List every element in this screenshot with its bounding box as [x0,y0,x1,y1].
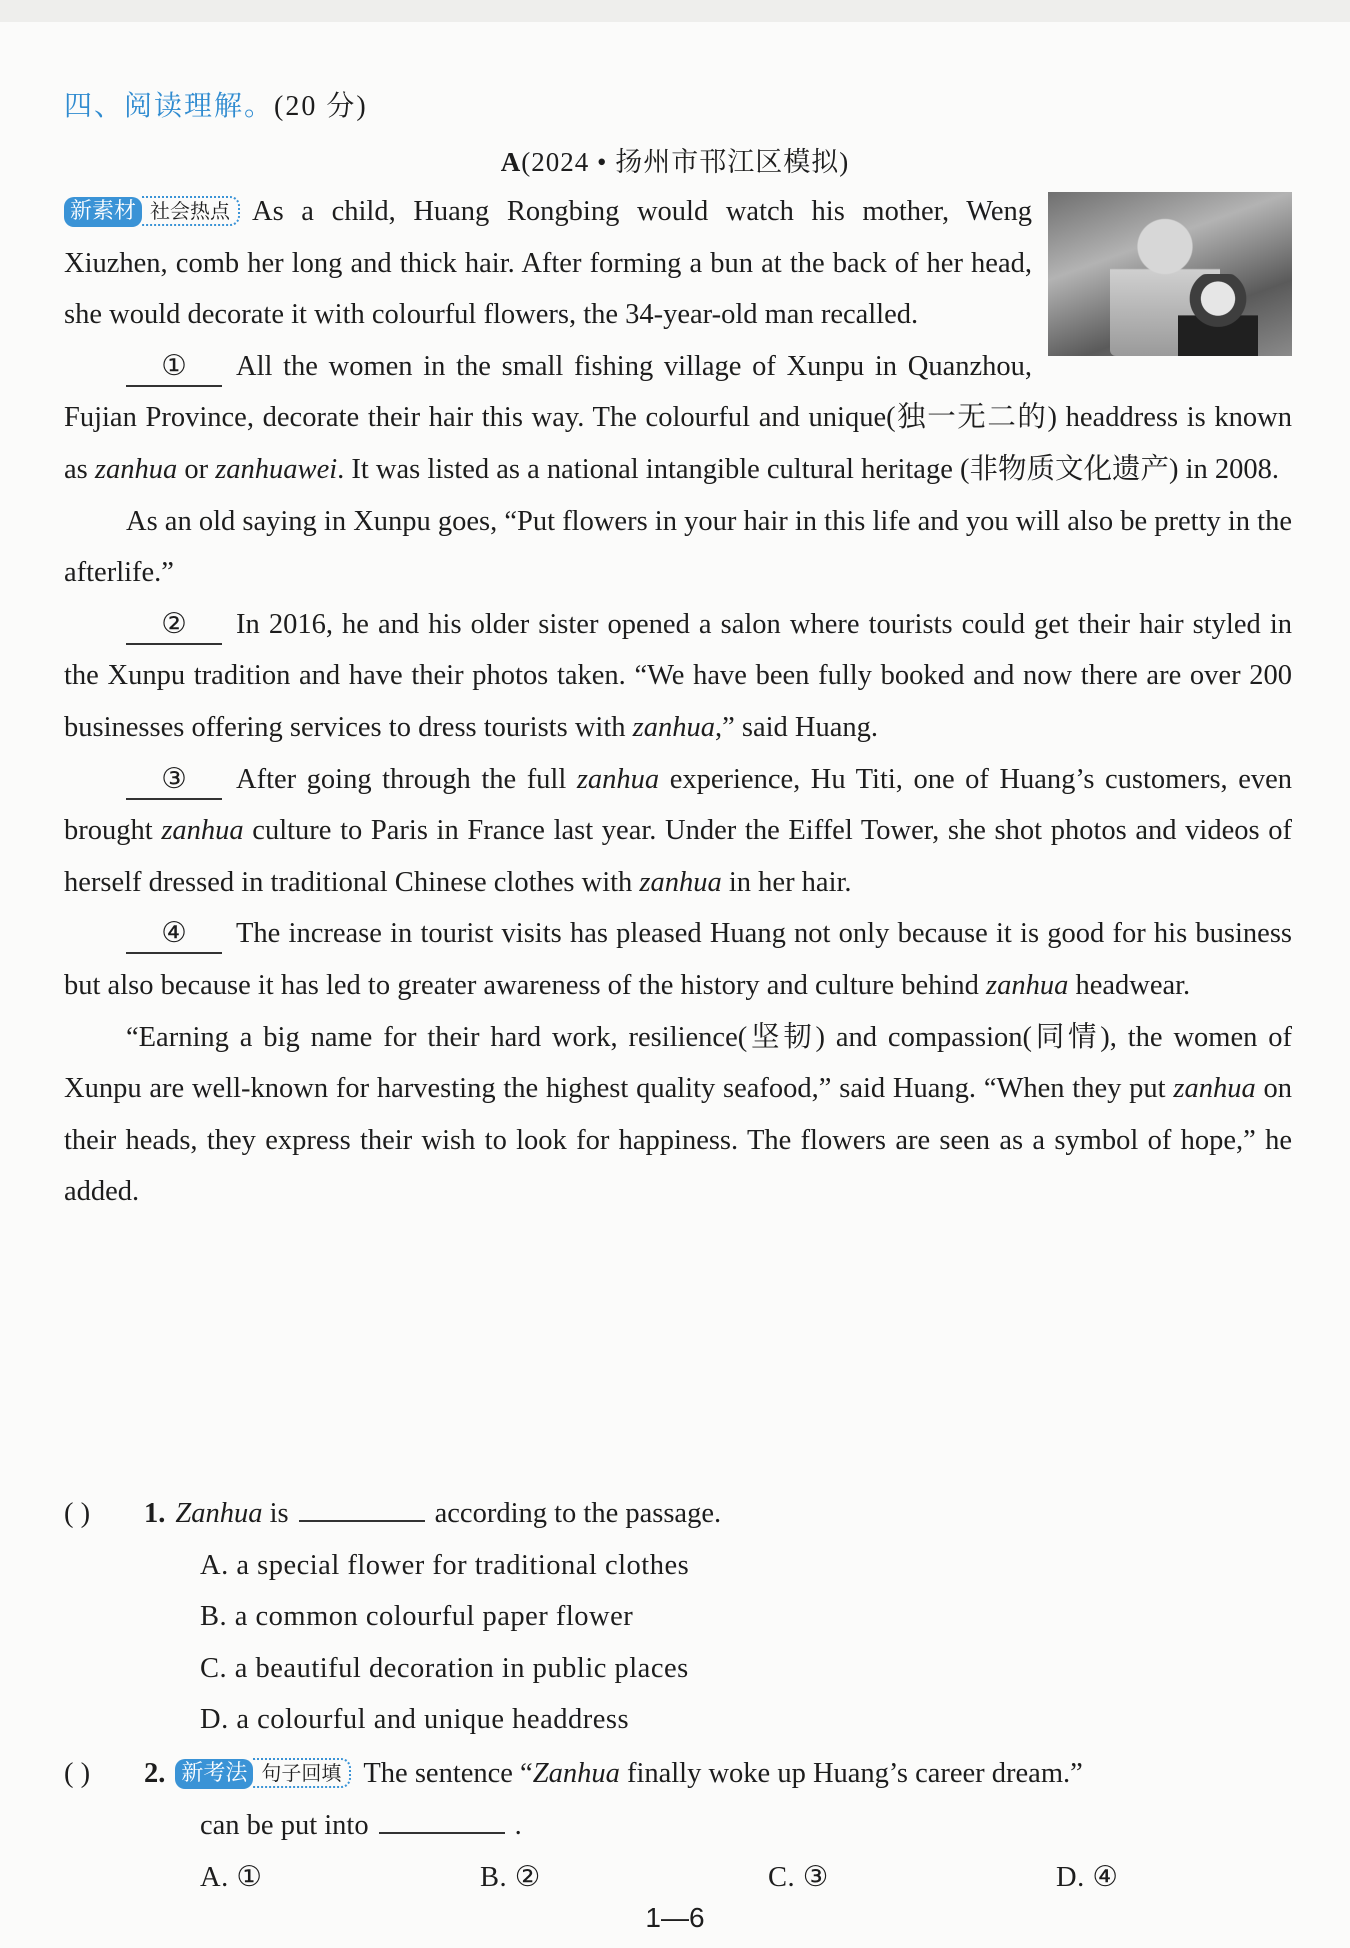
paragraph-1 [64,186,1292,341]
answer-paren-1[interactable]: ( ) [64,1498,91,1529]
question-1-option-d[interactable]: D. a colourful and unique headdress [200,1704,630,1735]
paragraph-1-text: As a child, Huang Rongbing would watch his mother, Weng Xiuzhen, comb her long and thick hair. After forming a bun at the back of her head, she would decorate it with colourful flowers, the 34-year-old man recalled. [64,196,1032,331]
paragraph-5-text-b: experience, Hu Titi, one of Huang’s customers, even brought [64,763,1293,847]
paragraph-3 [64,496,1292,599]
term-zanhua: zanhua [161,815,244,847]
answer-blank-1[interactable]: ① [126,349,222,387]
question-2-option-d[interactable]: D. ④ [1056,1862,1119,1893]
question-2-option-c[interactable]: C. ③ [768,1862,829,1893]
paragraph-3-text: As an old saying in Xunpu goes, “Put flowers in your hair in this life and you will also be pretty in the afterlife.” [64,505,1292,589]
term-zanhuawei: zanhuawei [215,453,338,485]
paragraph-6-text-a: The increase in tourist visits has pleased Huang not only because it is good for his business but also because it has led to greater awareness of the history and culture behind [64,918,1292,1001]
section-title [64,84,368,124]
paragraph-7 [64,1012,1292,1218]
question-2-stem-b: finally woke up Huang’s career dream.” [619,1758,1083,1789]
paragraph-2-text: All the women in the small fishing village of Xunpu in Quanzhou, Fujian Province, decorate their hair this way. The colourful and unique(独一无二的) headdress is known as [64,350,1292,485]
term-zanhua: zanhua [94,453,178,485]
paragraph-5-text-d: in her hair. [721,866,852,898]
section-title-text: 四、阅读理解。 [64,89,275,122]
question-1-term: Zanhua [175,1498,263,1529]
question-1-blank[interactable] [299,1520,425,1522]
term-zanhua: zanhua [639,866,722,898]
question-1-option-c[interactable]: C. a beautiful decoration in public places [200,1653,689,1684]
question-1-stem-a: is [262,1498,289,1529]
answer-blank-2[interactable]: ② [126,607,222,645]
paragraph-2-or: or [177,453,216,485]
paragraph-5 [64,754,1292,909]
answer-blank-4[interactable]: ④ [126,916,222,954]
section-score: (20 分) [274,91,368,122]
passage-letter: A [500,147,522,177]
sentence-fill-tag: 句子回填 [253,1758,351,1788]
question-1-number: 1. [144,1498,166,1529]
answer-paren-2[interactable]: ( ) [64,1758,91,1789]
passage-source: (2024 • 扬州市邗江区模拟) [521,147,850,177]
paragraph-5-text-c: culture to Paris in France last year. Under the Eiffel Tower, she shot photos and videos of herself dressed in traditional Chinese clothes with [64,815,1292,898]
paragraph-6-text-b: headwear. [1068,969,1191,1001]
paragraph-4-text: In 2016, he and his older sister opened a salon where tourists could get their hair styled in the Xunpu tradition and have their photos taken. “We have been fully booked and now there are over 200 businesses offering services to dress tourists with [64,608,1292,743]
question-2-option-b[interactable]: B. ② [480,1862,541,1893]
top-strip [0,0,1350,22]
new-material-tag: 新素材 [64,197,142,227]
question-1-option-b[interactable]: B. a common colourful paper flower [200,1601,634,1632]
paragraph-4 [64,599,1292,754]
passage-body [64,186,1292,1218]
answer-blank-3[interactable]: ③ [126,762,222,800]
term-zanhua: zanhua [576,763,660,795]
question-2-term: Zanhua [532,1758,620,1789]
question-2-stem-a: The sentence “ [363,1758,533,1789]
term-zanhua: zanhua [1173,1073,1256,1105]
question-2-option-a[interactable]: A. ① [200,1862,263,1893]
question-2-blank[interactable] [379,1832,505,1834]
question-2-number: 2. [144,1758,166,1789]
question-1-stem [64,1488,721,1540]
question-2-stem-c: can be put into [200,1810,369,1841]
social-hot-tag: 社会热点 [142,196,240,226]
paragraph-4-end: ,” said Huang. [714,711,878,743]
photo-figure-seated [1178,274,1258,356]
paragraph-2 [64,341,1292,496]
question-1-option-a[interactable]: A. a special flower for traditional clothes [200,1550,690,1581]
question-2-stem-end: . [514,1810,522,1841]
question-1-stem-b: according to the passage. [434,1498,722,1529]
paragraph-5-text-a: After going through the full [236,763,577,795]
new-method-tag: 新考法 [175,1759,253,1789]
question-2-stem-line-2 [200,1800,522,1852]
passage-title [0,140,1350,179]
paragraph-6 [64,908,1292,1011]
photo-of-woman-with-flower-headdress-icon [1048,192,1292,356]
term-zanhua: zanhua [985,969,1069,1001]
paragraph-7-text-b: on their heads, they express their wish to look for happiness. The flowers are seen as a symbol of hope,” he added. [64,1073,1293,1208]
paragraph-2-end: . It was listed as a national intangible cultural heritage (非物质文化遗产) in 2008. [337,453,1280,485]
term-zanhua: zanhua [632,711,715,743]
paragraph-7-text-a: “Earning a big name for their hard work, resilience(坚韧) and compassion(同情), the women of Xunpu are well-known for harvesting the highest quality seafood,” said Huang. “When they put [64,1021,1292,1105]
page-number: 1—6 [645,1902,705,1933]
question-2-stem [64,1748,1083,1800]
